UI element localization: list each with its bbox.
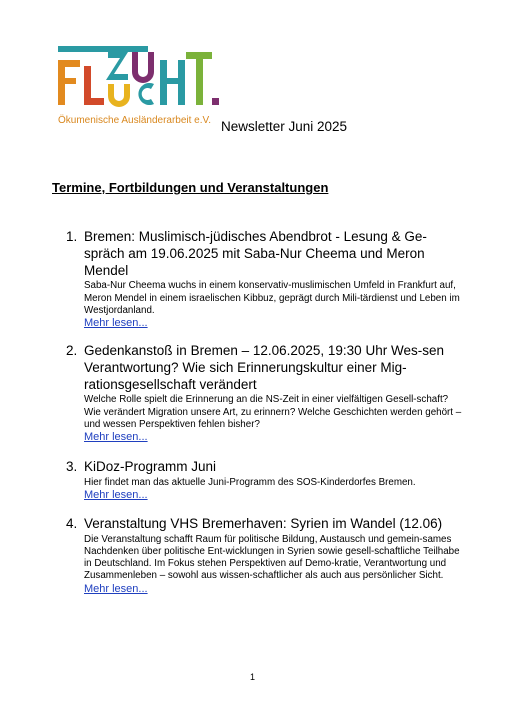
list-item [66, 343, 462, 444]
page-number: 1 [250, 672, 256, 682]
item-title: Veranstaltung VHS Bremerhaven: Syrien im Wandel (12.06) [84, 516, 443, 531]
section-heading: Termine, Fortbildungen und Veranstaltungen [52, 180, 329, 195]
item-body: Saba-Nur Cheema wuchs in einem konservativ-muslimischen Umfeld in Frankfurt auf, Meron Mendel in einem israelischen Kibbuz, geprägt durch Mili-tärdienst und Leben im Westjordanland. [84, 280, 460, 316]
list-item [66, 516, 462, 596]
read-more-link[interactable]: Mehr lesen... [84, 489, 148, 501]
item-number: 3. [66, 459, 78, 474]
list-item [66, 229, 462, 330]
item-number: 4. [66, 516, 78, 531]
item-title: Bremen: Muslimisch-jüdisches Abendbrot - Lesung & Ge-spräch am 19.06.2025 mit Saba-Nur Cheema und Meron Mendel [84, 229, 427, 278]
item-title: Gedenkanstoß in Bremen – 12.06.2025, 19:30 Uhr Wes-sen Verantwortung? Wie sich Erinnerungskultur einer Mig-rationsgesellschaft verändert [84, 343, 444, 392]
read-more-link[interactable]: Mehr lesen... [84, 317, 148, 329]
newsletter-title: Newsletter Juni 2025 [221, 119, 348, 134]
logo-tagline: Ökumenische Ausländerarbeit e.V. [58, 115, 212, 126]
item-title: KiDoz-Programm Juni [84, 459, 217, 474]
item-number: 2. [66, 343, 78, 358]
item-body: Welche Rolle spielt die Erinnerung an die NS-Zeit in einer vielfältigen Gesell-schaft? Wie verändert Migration unsere Art, zu erinnern? Welche Geschichten werden gehört – und wessen Perspektiven fehlen bisher? [84, 394, 462, 430]
item-body: Die Veranstaltung schafft Raum für politische Bildung, Austausch und gemein-sames Nachdenken über politische Ent-wicklungen in Syrien sowie gesell-schaftliche Teilhabe in Deutschland. Im Fokus stehen Perspektiven auf Demo-kratie, Verantwortung und Zusammenleben – sowohl aus wissen-schaftlicher als auch aus persönlicher Sicht. [84, 533, 460, 582]
read-more-link[interactable]: Mehr lesen... [84, 582, 148, 595]
read-more-link[interactable]: Mehr lesen... [84, 431, 148, 443]
list-item [66, 459, 462, 502]
item-body: Hier findet man das aktuelle Juni-Programm des SOS-Kinderdorfes Bremen. [84, 476, 416, 488]
logo-graphic [56, 40, 221, 112]
item-number: 1. [66, 229, 78, 244]
